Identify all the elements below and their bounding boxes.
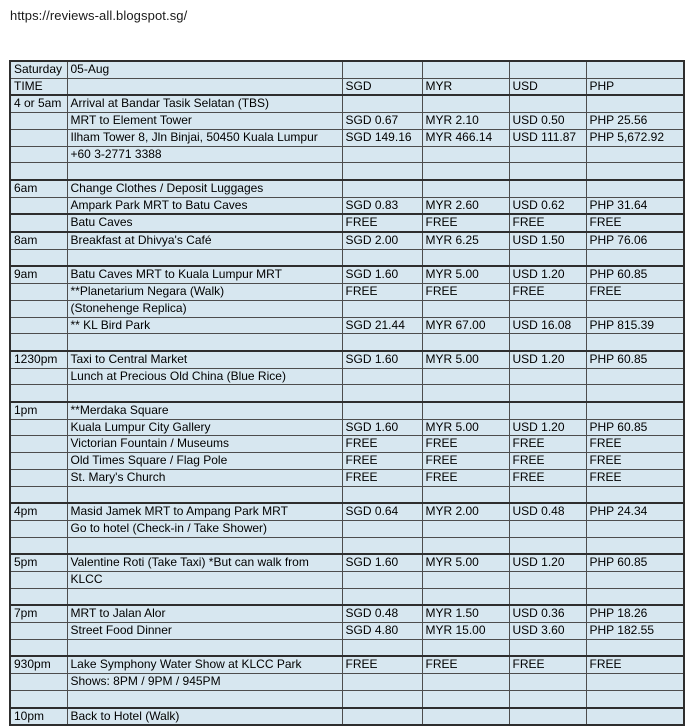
table-row [10,78,684,95]
value-cell-usd: FREE [509,214,586,232]
value-cell-php: PHP 60.85 [586,266,684,283]
time-cell [10,385,67,402]
value-cell-myr: MYR 2.10 [422,113,509,130]
description-cell: Taxi to Central Market [67,351,342,368]
value-cell-php: PHP [586,78,684,95]
value-cell-php [586,708,684,726]
table-row [10,317,684,334]
value-cell-usd: USD 1.20 [509,419,586,436]
time-cell [10,317,67,334]
value-cell-myr: MYR 5.00 [422,351,509,368]
value-cell-php [586,180,684,197]
time-cell [10,284,67,301]
time-cell [10,419,67,436]
table-row [10,639,684,656]
description-cell [67,537,342,554]
value-cell-sgd: SGD 21.44 [342,317,422,334]
value-cell-myr [422,61,509,78]
description-cell: Ampark Park MRT to Batu Caves [67,197,342,214]
table-row [10,708,684,726]
value-cell-sgd: SGD 1.60 [342,351,422,368]
value-cell-usd: USD 1.20 [509,351,586,368]
value-cell-usd: USD 0.36 [509,605,586,622]
table-row [10,385,684,402]
value-cell-usd: USD 1.20 [509,266,586,283]
description-cell: Lunch at Precious Old China (Blue Rice) [67,368,342,385]
value-cell-sgd [342,690,422,707]
description-cell [67,690,342,707]
description-cell: Batu Caves [67,214,342,232]
value-cell-myr [422,249,509,266]
table-row [10,95,684,112]
time-cell [10,300,67,317]
time-cell [10,163,67,180]
value-cell-myr [422,674,509,691]
time-cell [10,486,67,503]
value-cell-sgd: SGD 1.60 [342,554,422,571]
description-cell: Breakfast at Dhivya's Café [67,232,342,249]
description-cell [67,334,342,351]
value-cell-sgd [342,674,422,691]
itinerary-table [9,60,685,726]
value-cell-php [586,61,684,78]
value-cell-myr: MYR 6.25 [422,232,509,249]
value-cell-php: PHP 76.06 [586,232,684,249]
value-cell-sgd [342,639,422,656]
value-cell-php: FREE [586,284,684,301]
value-cell-myr [422,368,509,385]
value-cell-php [586,690,684,707]
value-cell-php [586,334,684,351]
value-cell-myr: FREE [422,436,509,453]
table-row [10,368,684,385]
value-cell-usd [509,180,586,197]
value-cell-php: PHP 60.85 [586,351,684,368]
time-cell [10,469,67,486]
value-cell-usd: USD 0.48 [509,503,586,520]
value-cell-php [586,486,684,503]
value-cell-php: FREE [586,453,684,470]
table-row [10,605,684,622]
value-cell-php: FREE [586,214,684,232]
table-row [10,351,684,368]
itinerary-table-body [10,61,684,725]
value-cell-sgd: SGD 0.48 [342,605,422,622]
time-cell [10,639,67,656]
value-cell-myr: MYR 466.14 [422,129,509,146]
table-row [10,214,684,232]
value-cell-usd [509,249,586,266]
value-cell-usd: FREE [509,469,586,486]
table-row [10,486,684,503]
table-row [10,180,684,197]
value-cell-sgd [342,180,422,197]
table-row [10,249,684,266]
time-cell [10,520,67,537]
time-cell [10,146,67,163]
description-cell: **Planetarium Negara (Walk) [67,284,342,301]
description-cell: Arrival at Bandar Tasik Selatan (TBS) [67,95,342,112]
value-cell-php: PHP 24.34 [586,503,684,520]
time-cell: 6am [10,180,67,197]
description-cell: MRT to Jalan Alor [67,605,342,622]
value-cell-myr: MYR 67.00 [422,317,509,334]
description-cell: 05-Aug [67,61,342,78]
value-cell-usd [509,334,586,351]
description-cell: (Stonehenge Replica) [67,300,342,317]
value-cell-usd: USD 0.50 [509,113,586,130]
time-cell [10,674,67,691]
value-cell-usd [509,61,586,78]
description-cell: Kuala Lumpur City Gallery [67,419,342,436]
value-cell-myr: MYR 5.00 [422,419,509,436]
value-cell-myr: MYR 5.00 [422,554,509,571]
value-cell-myr [422,708,509,726]
value-cell-php: PHP 815.39 [586,317,684,334]
time-cell: 4 or 5am [10,95,67,112]
value-cell-usd [509,708,586,726]
value-cell-php: PHP 60.85 [586,554,684,571]
description-cell: Shows: 8PM / 9PM / 945PM [67,674,342,691]
table-row [10,623,684,640]
value-cell-usd: USD [509,78,586,95]
table-row [10,419,684,436]
time-cell [10,436,67,453]
description-cell: Ilham Tower 8, Jln Binjai, 50450 Kuala Lumpur [67,129,342,146]
value-cell-myr: FREE [422,214,509,232]
table-row [10,554,684,571]
value-cell-myr [422,163,509,180]
description-cell: St. Mary's Church [67,469,342,486]
value-cell-php [586,95,684,112]
value-cell-usd [509,486,586,503]
value-cell-usd [509,368,586,385]
time-cell [10,368,67,385]
value-cell-php: PHP 18.26 [586,605,684,622]
value-cell-sgd [342,402,422,419]
time-cell [10,214,67,232]
value-cell-myr: FREE [422,453,509,470]
table-row [10,453,684,470]
table-row [10,469,684,486]
time-cell [10,588,67,605]
page-url: https://reviews-all.blogspot.sg/ [10,8,188,23]
description-cell: Old Times Square / Flag Pole [67,453,342,470]
value-cell-myr: MYR 5.00 [422,266,509,283]
value-cell-usd [509,537,586,554]
description-cell: Change Clothes / Deposit Luggages [67,180,342,197]
value-cell-usd: USD 1.20 [509,554,586,571]
description-cell: Lake Symphony Water Show at KLCC Park [67,656,342,673]
description-cell: Back to Hotel (Walk) [67,708,342,726]
value-cell-myr: MYR [422,78,509,95]
value-cell-myr [422,639,509,656]
description-cell [67,249,342,266]
time-cell [10,572,67,589]
time-cell [10,334,67,351]
description-cell: Valentine Roti (Take Taxi) *But can walk from [67,554,342,571]
value-cell-usd: FREE [509,436,586,453]
table-row [10,163,684,180]
time-cell: 4pm [10,503,67,520]
value-cell-sgd [342,95,422,112]
value-cell-usd [509,385,586,402]
description-cell: **Merdaka Square [67,402,342,419]
value-cell-php: FREE [586,469,684,486]
table-row [10,129,684,146]
description-cell [67,588,342,605]
time-cell [10,249,67,266]
value-cell-myr: MYR 2.00 [422,503,509,520]
description-cell: Go to hotel (Check-in / Take Shower) [67,520,342,537]
value-cell-sgd [342,163,422,180]
value-cell-sgd [342,708,422,726]
value-cell-php [586,146,684,163]
value-cell-myr [422,690,509,707]
time-cell: 8am [10,232,67,249]
table-row [10,503,684,520]
value-cell-sgd: SGD 0.67 [342,113,422,130]
value-cell-usd [509,639,586,656]
value-cell-myr [422,334,509,351]
value-cell-usd: USD 0.62 [509,197,586,214]
value-cell-myr [422,146,509,163]
value-cell-php [586,588,684,605]
value-cell-php: FREE [586,656,684,673]
value-cell-sgd [342,537,422,554]
time-cell: 930pm [10,656,67,673]
description-cell: MRT to Element Tower [67,113,342,130]
value-cell-sgd: FREE [342,469,422,486]
time-cell: 1230pm [10,351,67,368]
time-cell: 5pm [10,554,67,571]
description-cell [67,163,342,180]
value-cell-usd: FREE [509,284,586,301]
table-row [10,334,684,351]
value-cell-sgd [342,486,422,503]
time-cell: 7pm [10,605,67,622]
value-cell-php [586,368,684,385]
description-cell [67,78,342,95]
value-cell-sgd: SGD 2.00 [342,232,422,249]
value-cell-sgd [342,520,422,537]
table-row [10,197,684,214]
value-cell-usd: USD 3.60 [509,623,586,640]
table-row [10,690,684,707]
value-cell-usd: USD 1.50 [509,232,586,249]
table-row [10,588,684,605]
table-row [10,146,684,163]
value-cell-php: PHP 60.85 [586,419,684,436]
description-cell: Street Food Dinner [67,623,342,640]
value-cell-sgd [342,334,422,351]
value-cell-myr: MYR 2.60 [422,197,509,214]
time-cell: Saturday [10,61,67,78]
table-row [10,300,684,317]
value-cell-php: PHP 5,672.92 [586,129,684,146]
value-cell-myr: MYR 1.50 [422,605,509,622]
value-cell-php [586,300,684,317]
value-cell-myr [422,385,509,402]
value-cell-myr [422,180,509,197]
value-cell-usd [509,95,586,112]
value-cell-php [586,537,684,554]
value-cell-usd: FREE [509,656,586,673]
value-cell-usd: USD 16.08 [509,317,586,334]
time-cell [10,690,67,707]
value-cell-myr: FREE [422,284,509,301]
value-cell-php [586,520,684,537]
value-cell-php [586,674,684,691]
value-cell-myr [422,572,509,589]
table-row [10,61,684,78]
time-cell [10,197,67,214]
value-cell-usd [509,572,586,589]
value-cell-sgd [342,249,422,266]
value-cell-php [586,639,684,656]
value-cell-sgd: SGD [342,78,422,95]
value-cell-sgd [342,368,422,385]
value-cell-sgd [342,588,422,605]
time-cell: 1pm [10,402,67,419]
value-cell-sgd [342,572,422,589]
value-cell-usd [509,690,586,707]
time-cell: TIME [10,78,67,95]
description-cell: +60 3-2771 3388 [67,146,342,163]
value-cell-sgd: SGD 0.64 [342,503,422,520]
value-cell-sgd: FREE [342,284,422,301]
value-cell-usd [509,300,586,317]
description-cell: Victorian Fountain / Museums [67,436,342,453]
value-cell-sgd: FREE [342,214,422,232]
value-cell-sgd: FREE [342,436,422,453]
value-cell-php: PHP 31.64 [586,197,684,214]
value-cell-sgd: FREE [342,453,422,470]
time-cell [10,537,67,554]
time-cell [10,453,67,470]
value-cell-sgd [342,146,422,163]
value-cell-php [586,163,684,180]
table-row [10,436,684,453]
value-cell-usd: FREE [509,453,586,470]
table-row [10,656,684,673]
value-cell-myr: FREE [422,656,509,673]
value-cell-myr [422,537,509,554]
time-cell [10,129,67,146]
table-row [10,284,684,301]
table-row [10,674,684,691]
value-cell-usd [509,402,586,419]
value-cell-usd [509,163,586,180]
value-cell-sgd [342,300,422,317]
time-cell [10,113,67,130]
value-cell-usd [509,146,586,163]
value-cell-myr [422,402,509,419]
table-row [10,113,684,130]
description-cell: Batu Caves MRT to Kuala Lumpur MRT [67,266,342,283]
value-cell-sgd: SGD 4.80 [342,623,422,640]
time-cell: 9am [10,266,67,283]
table-row [10,402,684,419]
description-cell: KLCC [67,572,342,589]
table-row [10,520,684,537]
table-row [10,266,684,283]
value-cell-usd [509,674,586,691]
value-cell-sgd: SGD 1.60 [342,266,422,283]
time-cell: 10pm [10,708,67,726]
table-row [10,232,684,249]
value-cell-php [586,249,684,266]
value-cell-myr [422,588,509,605]
value-cell-sgd: FREE [342,656,422,673]
value-cell-php: PHP 182.55 [586,623,684,640]
description-cell [67,486,342,503]
value-cell-sgd [342,61,422,78]
value-cell-myr: MYR 15.00 [422,623,509,640]
value-cell-usd [509,588,586,605]
description-cell [67,639,342,656]
value-cell-usd: USD 111.87 [509,129,586,146]
value-cell-php [586,402,684,419]
value-cell-sgd: SGD 1.60 [342,419,422,436]
value-cell-myr [422,300,509,317]
table-row [10,572,684,589]
value-cell-php [586,572,684,589]
value-cell-myr [422,486,509,503]
value-cell-sgd: SGD 0.83 [342,197,422,214]
time-cell [10,623,67,640]
description-cell [67,385,342,402]
value-cell-sgd: SGD 149.16 [342,129,422,146]
value-cell-myr: FREE [422,469,509,486]
value-cell-myr [422,95,509,112]
value-cell-php: FREE [586,436,684,453]
value-cell-php: PHP 25.56 [586,113,684,130]
value-cell-sgd [342,385,422,402]
value-cell-php [586,385,684,402]
table-row [10,537,684,554]
value-cell-myr [422,520,509,537]
description-cell: Masid Jamek MRT to Ampang Park MRT [67,503,342,520]
value-cell-usd [509,520,586,537]
description-cell: ** KL Bird Park [67,317,342,334]
